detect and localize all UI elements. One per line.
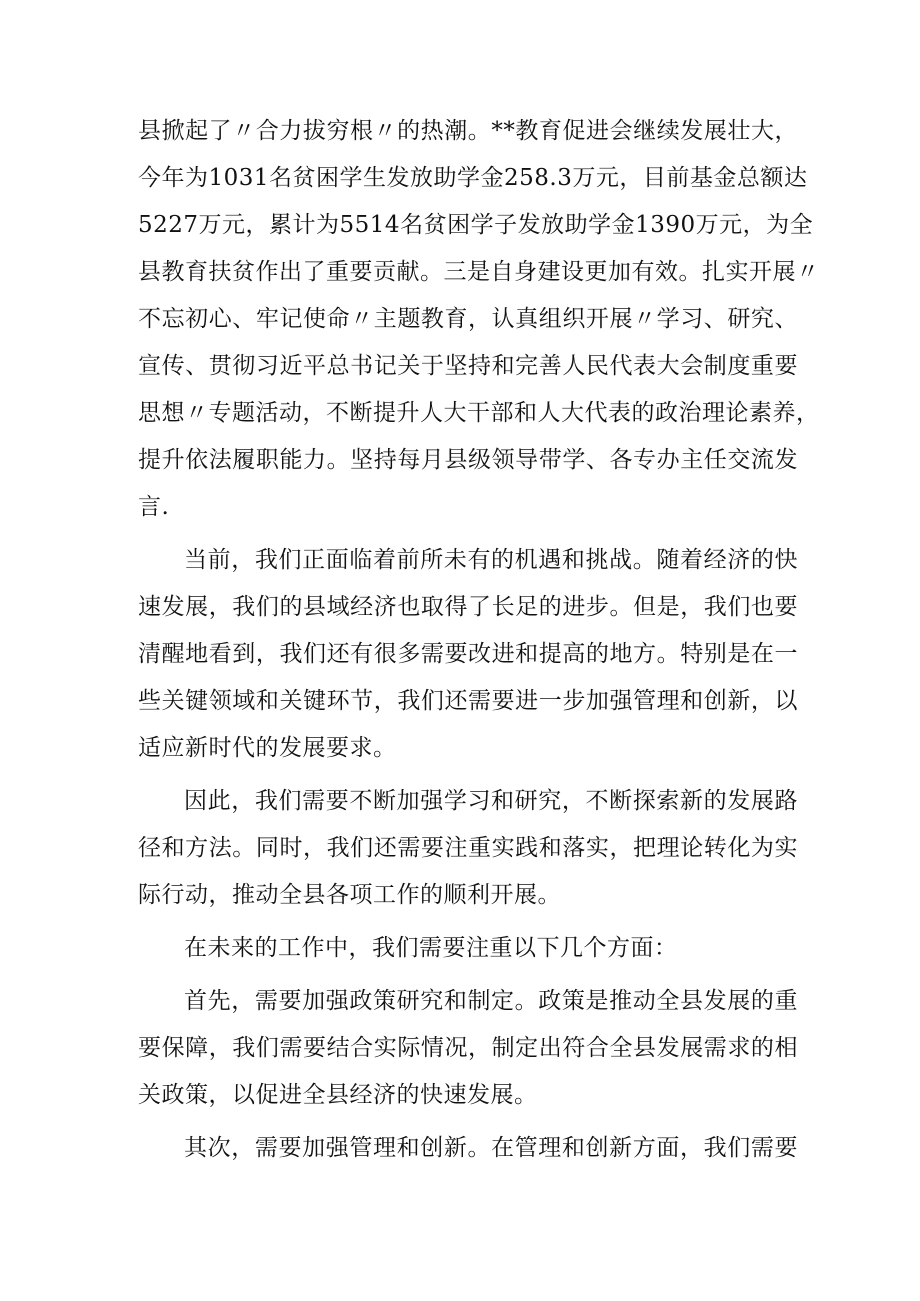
text-line: 宣传、贯彻习近平总书记关于坚持和完善人民代表大会制度重要 xyxy=(138,353,798,379)
text-line: 适应新时代的发展要求。 xyxy=(138,735,397,761)
text-line: 首先，需要加强政策研究和制定。政策是推动全县发展的重 xyxy=(184,988,798,1014)
text-line: 在未来的工作中，我们需要注重以下几个方面： xyxy=(184,935,678,961)
text-line: 当前，我们正面临着前所未有的机遇和挑战。随着经济的快 xyxy=(184,547,798,573)
text-line: 县掀起了〃合力拔穷根〃的热潮。**教育促进会继续发展壮大， xyxy=(138,118,798,144)
document-body xyxy=(138,108,820,1178)
paragraph-first-point xyxy=(138,978,798,1119)
text-line: 因此，我们需要不断加强学习和研究，不断探索新的发展路 xyxy=(184,788,798,814)
text-line: 清醒地看到，我们还有很多需要改进和提高的地方。特别是在一 xyxy=(138,641,798,667)
text-line: 些关键领域和关键环节，我们还需要进一步加强管理和创新，以 xyxy=(138,688,798,714)
paragraph-achievements xyxy=(138,108,820,531)
text-line: 今年为1031名贫困学生发放助学金258.3万元，目前基金总额达 xyxy=(138,165,808,191)
text-line: 县教育扶贫作出了重要贡献。三是自身建设更加有效。扎实开展〃 xyxy=(138,259,820,285)
text-line: 际行动，推动全县各项工作的顺利开展。 xyxy=(138,882,561,908)
paragraph-study xyxy=(138,778,798,919)
text-line: 径和方法。同时，我们还需要注重实践和落实，把理论转化为实 xyxy=(138,835,798,861)
text-line: 不忘初心、牢记使命〃主题教育，认真组织开展〃学习、研究、 xyxy=(138,306,798,332)
text-line: 言. xyxy=(138,494,170,520)
text-line: 关政策，以促进全县经济的快速发展。 xyxy=(138,1082,538,1108)
text-line: 要保障，我们需要结合实际情况，制定出符合全县发展需求的相 xyxy=(138,1035,798,1061)
text-line: 速发展，我们的县域经济也取得了长足的进步。但是，我们也要 xyxy=(138,594,798,620)
text-line: 5227万元，累计为5514名贫困学子发放助学金1390万元，为全 xyxy=(138,212,814,238)
paragraph-opportunities xyxy=(138,537,798,772)
text-line: 思想〃专题活动，不断提升人大干部和人大代表的政治理论素养， xyxy=(138,400,820,426)
text-line: 其次，需要加强管理和创新。在管理和创新方面，我们需要 xyxy=(184,1135,798,1161)
paragraph-second-point xyxy=(138,1125,798,1172)
text-line: 提升依法履职能力。坚持每月县级领导带学、各专办主任交流发 xyxy=(138,447,798,473)
paragraph-future-intro xyxy=(138,925,798,972)
